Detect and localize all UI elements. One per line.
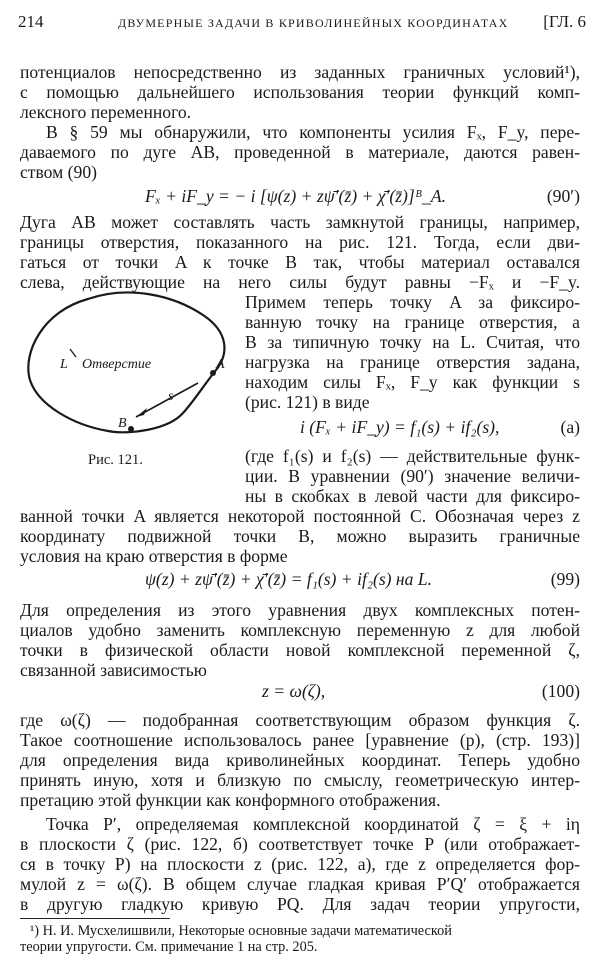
equation-number-100: (100) [541, 681, 580, 701]
text-line: В § 59 мы обнаружили, что компоненты усилия Fₓ, F_y, пере- [46, 122, 580, 142]
text-line: точки в физической области новой комплексной переменной ζ, [20, 640, 580, 660]
text-line: слева, действующие на него силы будут равны −Fₓ и −F_y. [20, 272, 580, 292]
text-line: мулой z = ω(ζ). В общем случае гладкая кривая P′Q′ отображается [20, 874, 580, 894]
text-line: претацию этой функции как конформного отображения. [20, 790, 441, 810]
text-line: ством (90) [20, 162, 97, 182]
equation-number-99: (99) [550, 569, 580, 589]
text-line: Точка P′, определяемая комплексной координатой ζ = ξ + iη [46, 814, 580, 834]
text-line: координату подвижной точки B, можно выразить граничные [20, 526, 580, 546]
text-line: гаться от точки A к точке B так, чтобы материал оставался [20, 252, 580, 272]
text-line: принять иную, хотя и близкую по смыслу, геометрическую интер- [20, 770, 580, 790]
text-line: ции. В уравнении (90′) значение величи- [245, 466, 580, 486]
running-title: ДВУМЕРНЫЕ ЗАДАЧИ В КРИВОЛИНЕЙНЫХ КООРДИНАТАХ [118, 16, 509, 30]
footnote-line: ¹) Н. И. Мусхелишвили, Некоторые основные задачи математической [30, 923, 452, 939]
text-line: с помощью дальнейшего использования теории функций комп- [20, 82, 580, 102]
text-line: условия на краю отверстия в форме [20, 546, 288, 566]
equation-90-prime: Fₓ + iF_y = − i [ψ(z) + zψ̄′(z̄) + χ̄′(z̄)]ᴮ_A. [145, 186, 447, 206]
text-line: (где f₁(s) и f₂(s) — действительные функ- [245, 446, 580, 466]
text-line: Дуга AB может составлять часть замкнутой границы, например, [20, 212, 580, 232]
equation-100: z = ω(ζ), [262, 681, 326, 701]
text-line: находим силы Fₓ, F_y как функции s [245, 372, 580, 392]
text-line: B за типичную точку на L. Считая, что [245, 332, 580, 352]
text-line: Для определения из этого уравнения двух комплексных потен- [20, 600, 580, 620]
text-line: в плоскости ζ (рис. 122, б) соответствует точке P (или отображает- [20, 834, 580, 854]
text-line: в другую гладкую кривую PQ. Для задач теории упругости, [20, 894, 580, 914]
footnote-line: теории упругости. См. примечание 1 на стр. 205. [20, 939, 318, 955]
text-line: ванной точки A является некоторой постоянной C. Обозначая через z [20, 506, 580, 526]
running-header [18, 10, 586, 36]
label-A: A [216, 357, 225, 372]
text-line: границы отверстия, показанного на рис. 121. Тогда, если дви- [20, 232, 580, 252]
text-line: (рис. 121) в виде [245, 392, 370, 412]
text-line: ны в скобках в левой части для фиксиро- [245, 486, 580, 506]
text-line: где ω(ζ) — подобранная соответствующим образом функция ζ. [20, 710, 580, 730]
footnote-rule [20, 918, 170, 919]
chapter-label: [ГЛ. 6 [543, 12, 586, 31]
text-line: Такое соотношение использовалось ранее [уравнение (p), (стр. 193)] [20, 730, 580, 750]
label-s: s [168, 389, 174, 404]
figure-caption: Рис. 121. [88, 452, 143, 468]
text-line: циалов удобно заменить комплексную переменную z для любой [20, 620, 580, 640]
equation-99: ψ(z) + zψ̄′(z̄) + χ̄′(z̄) = f₁(s) + if₂(s) на L. [145, 569, 433, 589]
label-hole: Отверстие [82, 357, 152, 372]
text-line: ся в точку P) на плоскости z (рис. 122, a), где z определяется фор- [20, 854, 580, 874]
text-line: связанной зависимостью [20, 660, 207, 680]
text-line: ванную точку на границе отверстия, а [245, 312, 580, 332]
label-L: L [60, 357, 68, 372]
text-line: лексного переменного. [20, 102, 192, 122]
label-B: B [118, 416, 127, 431]
equation-number-90-prime: (90′) [546, 186, 580, 206]
text-line: для определения вида криволинейных координат. Теперь удобно [20, 750, 580, 770]
text-line: Примем теперь точку A за фиксиро- [245, 292, 580, 312]
text-line: нагрузка на границе отверстия задана, [245, 352, 580, 372]
figure-121 [18, 285, 238, 445]
equation-number-a: (a) [560, 417, 580, 437]
page-number: 214 [18, 12, 44, 31]
text-line: потенциалов непосредственно из заданных граничных условий¹), [20, 62, 580, 82]
text-line: даваемого по дуге AB, проведенной в материале, даются равен- [20, 142, 580, 162]
equation-a: i (Fₓ + iF_y) = f₁(s) + if₂(s), [300, 417, 500, 437]
